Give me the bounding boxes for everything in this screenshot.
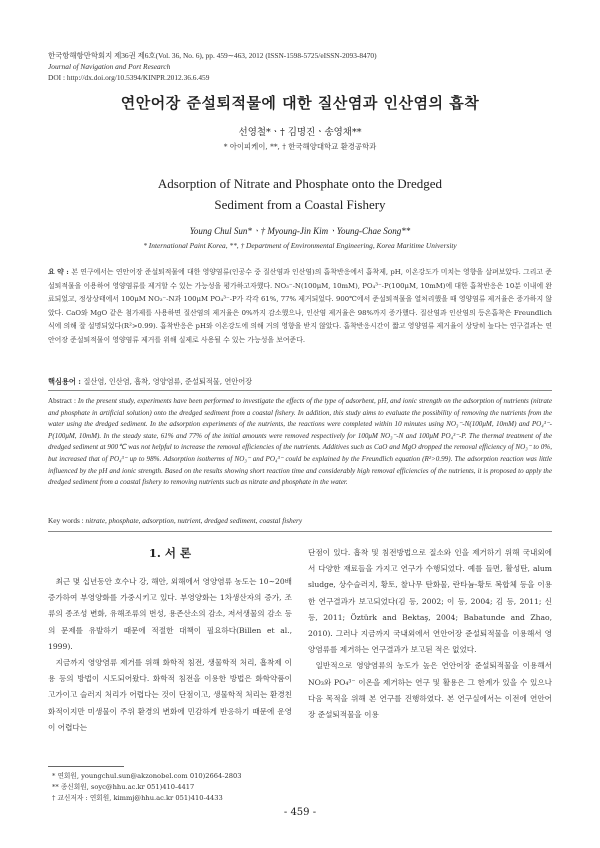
abstract-korean — [48, 266, 552, 348]
journal-citation: 한국항해항만학회지 제36권 제6호(Vol. 36, No. 6), pp. 459∼463, 2012 (ISSN-1598-5725/eISSN-2093-8470) — [48, 51, 377, 60]
body-column-right — [308, 545, 552, 723]
page-number: - 459 - — [283, 807, 317, 818]
footnote-divider — [48, 766, 124, 767]
affiliation-english: * International Paint Korea, **, † Department of Environmental Engineering, Korea Maritime University — [143, 241, 457, 250]
paragraph: 단점이 있다. 흡착 및 침전방법으로 질소와 인을 제거하기 위해 국내외에서 다양한 재료들을 가지고 연구가 수행되었다. 예를 들면, 활성탄, alum sludge, 상수슬러지, 황토, 찰나무 탄화물, 란타늄-황토 복합체 등을 이용한 연구결과가 보고되었다(김 등, 2002; 이 등, 2004; 김 등, 2011; 신 등, 2011; Öztürk and Bektaş, 2004; Babatunde and Zhao, 2010). 그러나 지금까지 국내외에서 연안어장 준설퇴적물을 이용해서 영양염류를 제거하는 연구결과가 보고된 적은 없었다. — [308, 548, 552, 655]
journal-name: Journal of Navigation and Port Research — [48, 62, 171, 71]
keywords-korean-text: 질산염, 인산염, 흡착, 영양염류, 준설퇴적물, 연안어장 — [83, 377, 253, 386]
body-column-left — [48, 574, 292, 736]
abstract-korean-label: 요 약 : — [48, 268, 72, 276]
keywords-english-label: Key words : — [48, 516, 86, 525]
title-english-line-1: Adsorption of Nitrate and Phosphate onto the Dredged — [157, 176, 443, 191]
keywords-english — [48, 516, 302, 525]
title-korean: 연안어장 준설퇴적물에 대한 질산염과 인산염의 흡착 — [120, 94, 480, 112]
keywords-korean-label: 핵심용어 : — [48, 377, 84, 386]
keywords-english-text: nitrate, phosphate, adsorption, nutrient, dredged sediment, coastal fishery — [85, 516, 303, 525]
keywords-korean — [48, 377, 252, 387]
title-english-line-2: Sediment from a Coastal Fishery — [214, 197, 386, 212]
abstract-english — [48, 396, 552, 489]
paragraph: 지금까지 영양염류 제거를 위해 화학적 침전, 생물학적 처리, 흡착제 이용 등의 방법이 시도되어왔다. 화학적 침전을 이용한 방법은 화학약품이 고가이고 슬러지 처리가 어렵다는 것이 단점이고, 생물학적 처리는 환경친화적이지만 미생물이 주위 환경의 변화에 민감하게 반응하기 때문에 운영이 어렵다는 — [48, 658, 292, 732]
authors-korean: 선영철*ㆍ† 김명진ㆍ송영채** — [238, 127, 362, 138]
journal-header — [48, 50, 377, 83]
footnote: ** 종신회원, soyc@hhu.ac.kr 051)410-4417 — [52, 782, 195, 791]
section-heading: 1. 서 론 — [148, 546, 192, 560]
abstract-english-label: Abstract : — [48, 397, 78, 405]
footnotes — [52, 771, 242, 803]
affiliation-korean: * 아이피케이, **, † 한국해양대학교 환경공학과 — [223, 142, 377, 151]
divider — [48, 390, 552, 391]
paragraph: 일반적으로 영양염류의 농도가 높은 연안어장 준설퇴적물을 이용해서 NO₃와 PO₄³⁻ 이온을 제거하는 연구 및 활용은 그 한계가 있을 수 있으나 다음 목적을 위해 본 연구를 진행하였다. 본 연구실에서는 이전에 연안어장 준설퇴적물을 이용 — [308, 661, 552, 720]
abstract-korean-text: 본 연구에서는 연안어장 준설퇴적물에 대한 영양염류(인공수 중 질산염과 인산염)의 흡착반응에서 흡착제, pH, 이온강도가 미치는 영향을 살펴보았다. 그리고 준설퇴적물을 이용하여 영양염류를 제거할 수 있는 가능성을 평가하고자했다. NO₃⁻-N(100μM, 10mM), PO₄³⁻-P(100μM, 10mM)에 대한 흡착반응은 10분 이내에 완료되었고, 정상상태에서 100μM NO₃⁻-N과 100μM PO₄³⁻-P가 각각 61%, 77% 제거되었다. 900℃에서 준설퇴적물을 열처리했을 때 영양염류 제거율은 증가하지 않았다. CaO와 MgO 같은 첨가제를 사용하면 질산염의 제거율은 0%까지 감소했으나, 인산염 제거율은 98%까지 증가했다. 질산염과 인산염의 등온흡착은 Freundlich 식에 의해 잘 설명되었다(R²>0.99). 흡착반응은 pH와 이온강도에 의해 거의 영향을 받지 않았다. 흡착반응시간이 짧고 영양염류 제거율이 상당히 높다는 연구결과는 연안어장 준설퇴적물이 영양염류 제거를 위해 실제로 사용될 수 있는 가능성을 보여준다. — [48, 268, 552, 344]
abstract-english-text: In the present study, experiments have been performed to investigate the effects of the type of adsorbent, pH, and ionic strength on the adsorption of nutrients (nitrate and phosphate in artificial solution) onto the dredged sediment from a coastal fishery. In addition, this study aims to evaluate the possibility of removing the nutrients from the water using the dredged sediment. In the adsorption experiments of the nutrients, the reactions were completed within 10 minutes using NO₃⁻-N(100μM, 10mM) and PO₄³⁻-P(100μM, 10mM). In the steady state, 61% and 77% of the initial amounts were removed respectively for 100μM NO₃⁻-N and 100μM PO₄³⁻-P. The thermal treatment of the dredged sediment at 900℃ was not helpful to increase the removal efficiencies of the nutrients. Additives such as CaO and MgO dropped the removal efficiency of NO₃⁻ to 0%, but increased that of PO₄³⁻ up to 98%. Adsorption isotherms of NO₃⁻ and PO₄³⁻ could be explained by the Freundlich equation (R²>0.99). The adsorption reaction was little influenced by the pH and ionic strength. Based on the results showing short reaction time and considerably high removal efficiencies of the nutrients, it is proposed to apply the dredged sediment from a coastal fishery to removing nutrients such as nitrate and phosphate in the water. — [48, 397, 552, 487]
paragraph: 최근 몇 십년동안 호수나 강, 해안, 외해에서 영양염류 농도는 10∼20배 증가하여 부영양화를 가중시키고 있다. 부영양화는 1차생산자의 증가, 조류의 종조성 변화, 유해조류의 번성, 용존산소의 감소, 저서생물의 감소 등의 문제를 유발하기 때문에 적절한 대책이 필요하다(Billen et al., 1999). — [48, 577, 292, 651]
footnote: † 교신저자 : 연회원, kimmj@hhu.ac.kr 051)410-4433 — [52, 793, 223, 802]
divider — [48, 531, 552, 532]
doi-link[interactable]: DOI : http://dx.doi.org/10.5394/KINPR.2012.36.6.459 — [48, 73, 210, 82]
footnote: * 연회원, youngchul.sun@akzonobel.com 010)2664-2803 — [52, 772, 242, 780]
authors-english: Young Chul Sun*ㆍ† Myoung-Jin KimㆍYoung-Chae Song** — [189, 226, 411, 236]
title-english — [0, 173, 600, 215]
